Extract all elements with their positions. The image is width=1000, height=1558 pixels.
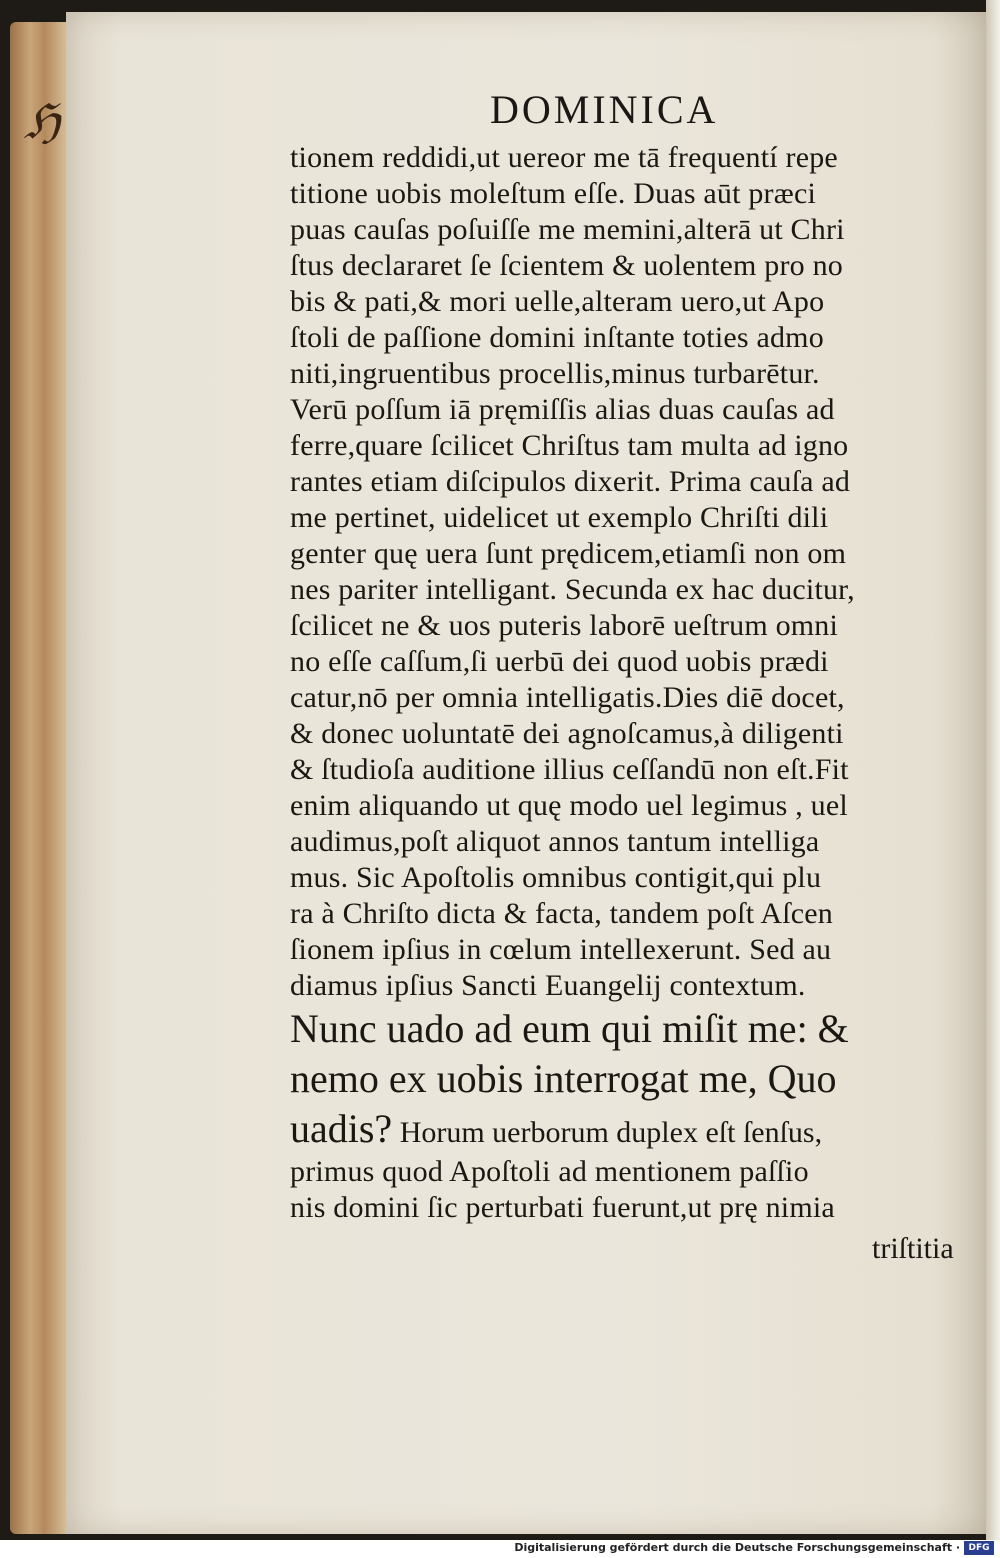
text-line: ſcilicet ne & uos puteris laborē ueſtrum omni: [290, 609, 839, 642]
text-line: nes pariter intelligant. Secunda ex hac ducitur,: [290, 573, 855, 606]
dfg-logo: DFG: [964, 1541, 994, 1555]
page-edge: [986, 0, 1000, 1540]
text-line: ſtus declararet ſe ſcientem & uolentem pro no: [290, 249, 843, 282]
digitization-footer: [0, 1540, 1000, 1558]
text-line: catur,nō per omnia intelligatis.Dies diē docet,: [290, 681, 845, 714]
mixed-line: [290, 1104, 980, 1154]
text-line: genter quę uera ſunt prędicem,etiamſi non om: [290, 537, 847, 570]
text-line: bis & pati,& mori uelle,alteram uero,ut Apo: [290, 285, 825, 318]
text-line: puas cauſas poſuiſſe me memini,alterā ut Chri: [290, 213, 845, 246]
text-line: ſtoli de paſſione domini inſtante toties admo: [290, 321, 824, 354]
gospel-line: nemo ex uobis interrogat me, Quo: [290, 1056, 837, 1101]
text-line: mus. Sic Apoſtolis omnibus contigit,qui plu: [290, 861, 822, 894]
gospel-line: Nunc uado ad eum qui miſit me: &: [290, 1006, 849, 1051]
text-line: no eſſe caſſum,ſi uerbū dei quod uobis prædi: [290, 645, 829, 678]
text-line: primus quod Apoſtoli ad mentionem paſſio: [290, 1155, 809, 1188]
body-text: [290, 140, 980, 1226]
text-line: me pertinet, uidelicet ut exemplo Chriſti dili: [290, 501, 829, 534]
text-line: rantes etiam diſcipulos dixerit. Prima cauſa ad: [290, 465, 851, 498]
book-spine: [10, 22, 68, 1534]
text-line: nis domini ſic perturbati fuerunt,ut prę nimia: [290, 1191, 835, 1224]
gospel-fragment: uadis?: [290, 1106, 393, 1151]
text-line: ra à Chriſto dicta & facta, tandem poſt Aſcen: [290, 897, 833, 930]
text-line: titione uobis moleſtum eſſe. Duas aūt præci: [290, 177, 817, 210]
text-line: ferre,quare ſcilicet Chriſtus tam multa ad igno: [290, 429, 849, 462]
catchword: triſtitia: [872, 1232, 954, 1265]
text-line: Verū poſſum iā pręmiſſis alias duas cauſas ad: [290, 393, 835, 426]
text-line: enim aliquando ut quę modo uel legimus , uel: [290, 789, 848, 822]
text-line: ſionem ipſius in cœlum intellexerunt. Sed au: [290, 933, 832, 966]
text-line: diamus ipſius Sancti Euangelij contextum.: [290, 969, 806, 1002]
commentary-fragment: Horum uerborum duplex eſt ſenſus,: [392, 1116, 823, 1149]
text-line: niti,ingruentibus procellis,minus turbarētur.: [290, 357, 820, 390]
funding-credit: Digitalisierung gefördert durch die Deutsche Forschungsgemeinschaft ·: [514, 1541, 960, 1554]
text-line: tionem reddidi,ut uereor me tā frequentí repe: [290, 141, 838, 174]
text-line: & donec uoluntatē dei agnoſcamus,à diligenti: [290, 717, 844, 750]
running-head: DOMINICA: [490, 87, 719, 132]
text-line: & ſtudioſa auditione illius ceſſandū non eſt.Fit: [290, 753, 849, 786]
spine-mark: ℌ: [24, 94, 61, 150]
text-line: audimus,poſt aliquot annos tantum intelliga: [290, 825, 820, 858]
